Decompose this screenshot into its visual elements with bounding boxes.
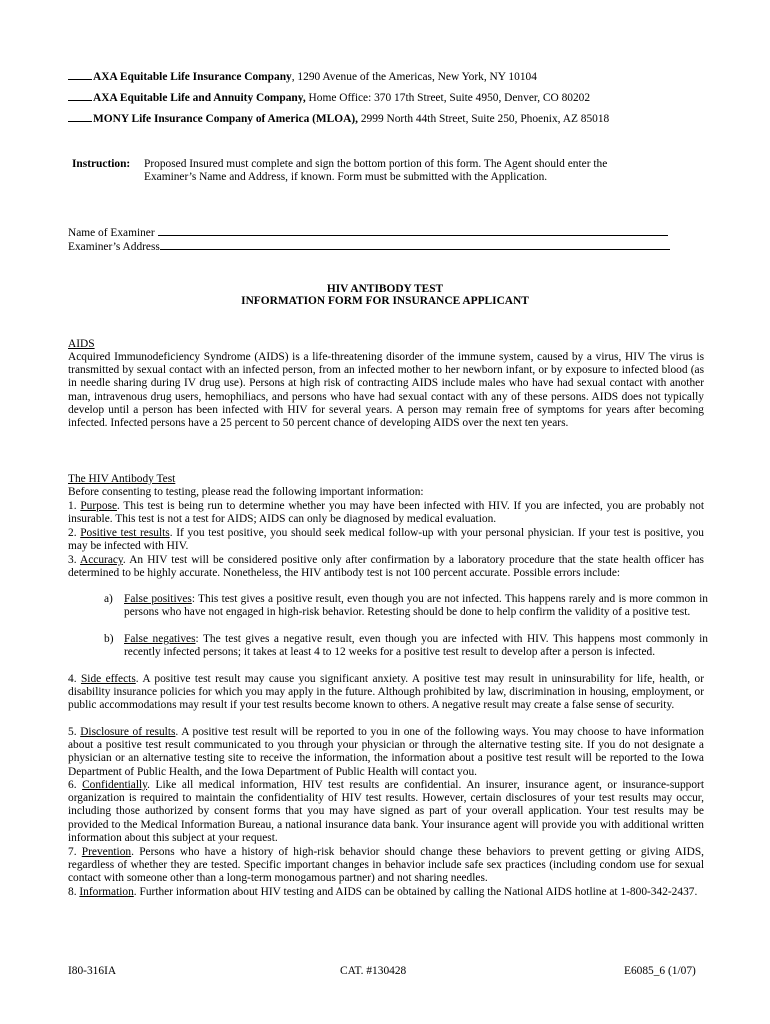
error-term: False positives <box>124 593 192 605</box>
instruction-line-1: Proposed Insured must complete and sign the bottom portion of this form. The Agent should enter the <box>144 158 608 170</box>
instruction-label: Instruction: <box>72 158 131 170</box>
instruction-block <box>72 158 692 184</box>
company-address: , 1290 Avenue of the Americas, New York, NY 10104 <box>291 71 537 83</box>
item-disclosure: 5. Disclosure of results. A positive test result will be reported to you in one of the following ways. You may choose to have information about a positive test result communicated to you through your physician or through the alternative testing site. If you do not designate a physician or an alternative testing site to receive the information, the information about a positive test result will be reported to the Iowa Department of Public Health, and the Iowa Department of Public Health will contact you. <box>68 726 704 778</box>
company-checkbox-line[interactable] <box>68 90 92 101</box>
company-line-axa-equitable-annuity <box>68 90 590 105</box>
footer-catalog-number: CAT. #130428 <box>340 965 407 977</box>
error-false-positives: a) False positives: This test gives a positive result, even though you are not infected. This happens rarely and is more common in persons who have not engaged in high-risk behavior. Retesting should be done to help confirm the validity of a positive test. <box>104 593 708 619</box>
item-purpose: 1. Purpose. This test is being run to determine whether you may have been infected with HIV. If you are infected, you are probably not insurable. This test is not a test for AIDS; AIDS can only be diagnosed by medical evaluation. <box>68 500 704 526</box>
item-term: Positive test results <box>80 527 170 539</box>
aids-paragraph: Acquired Immunodeficiency Syndrome (AIDS) is a life-threatening disorder of the immune system, caused by a virus, HIV The virus is transmitted by sexual contact with an infected person, from an infected mother to her newborn infant, or by exposure to infected blood (as in needle sharing during IV drug use). Persons at high risk of contracting AIDS include males who have had sexual contact with another man, intravenous drug users, hemophiliacs, and persons who have had sexual contact with any of these persons. AIDS does not typically develop until a person has been infected with HIV for several years. A person may remain free of symptoms for years after becoming infected. Infected persons have a 25 percent to 50 percent chance of developing AIDS over the next ten years. <box>68 351 704 430</box>
item-side-effects: 4. Side effects. A positive test result may cause you significant anxiety. A positive test may result in uninsurability for life, health, or disability insurance policies for which you may apply in the future. Although prohibited by law, discrimination in housing, employment, or public accommodations may result if your test results become known to others. A negative result may create a false sense of security. <box>68 673 704 712</box>
examiner-address-row <box>68 239 670 254</box>
item-term: Accuracy <box>80 554 123 566</box>
footer-edition: E6085_6 (1/07) <box>624 965 696 977</box>
footer-form-number: I80-316IA <box>68 965 117 977</box>
error-false-negatives: b) False negatives: The test gives a negative result, even though you are infected with HIV. This happens most commonly in recently infected persons; it takes at least 4 to 12 weeks for a positive test result to develop after a person is infected. <box>104 633 708 659</box>
aids-heading: AIDS <box>68 338 95 350</box>
company-address: 2999 North 44th Street, Suite 250, Phoenix, AZ 85018 <box>358 113 610 125</box>
error-marker: a) <box>104 593 113 605</box>
examiner-address-label: Examiner’s Address <box>68 241 160 253</box>
hiv-test-intro: Before consenting to testing, please read the following important information: <box>68 486 424 498</box>
company-line-mony <box>68 111 609 126</box>
item-term: Purpose <box>80 500 118 512</box>
item-prevention: 7. Prevention. Persons who have a history of high-risk behavior should change these behaviors to prevent getting or giving AIDS, regardless of whether they are tested. Specific important changes in behavior include safe sex practices (including condom use for sexual contact with someone other than a long-term monogamous partner) and not sharing needles. <box>68 846 704 885</box>
company-name: AXA Equitable Life and Annuity Company, <box>93 92 306 104</box>
company-line-axa-equitable-life <box>68 69 537 84</box>
company-checkbox-line[interactable] <box>68 69 92 80</box>
item-term: Confidentially <box>82 779 148 791</box>
item-positive-results: 2. Positive test results. If you test positive, you should seek medical follow-up with your personal physician. If your test is positive, you may be infected with HIV. <box>68 527 704 553</box>
item-term: Prevention <box>81 846 132 858</box>
item-term: Disclosure of results <box>80 726 176 738</box>
examiner-address-field[interactable] <box>160 239 670 250</box>
company-name: AXA Equitable Life Insurance Company <box>93 71 292 83</box>
examiner-name-row <box>68 225 668 240</box>
item-term: Information <box>79 886 134 898</box>
item-accuracy: 3. Accuracy. An HIV test will be considered positive only after confirmation by a laboratory procedure that the state health officer has determined to be highly accurate. Nonetheless, the HIV antibody test is not 100 percent accurate. Possible errors include: <box>68 554 704 580</box>
item-term: Side effects <box>80 673 136 685</box>
item-information: 8. Information. Further information about HIV testing and AIDS can be obtained by calling the National AIDS hotline at 1-800-342-2437. <box>68 886 698 898</box>
company-checkbox-line[interactable] <box>68 111 92 122</box>
examiner-name-field[interactable] <box>158 225 668 236</box>
form-title: HIV ANTIBODY TEST <box>326 283 444 295</box>
item-confidentiality: 6. Confidentially. Like all medical information, HIV test results are confidential. An insurer, insurance agent, or insurance-support organization is required to maintain the confidentiality of HIV test results. However, certain disclosures of your test results may occur, including those authorized by consent forms that you may have signed as part of your overall application. Your test results may be provided to the Medical Information Bureau, a national insurance data bank. Your insurance agent will provide you with additional written information about this subject at your request. <box>68 779 704 844</box>
error-term: False negatives <box>124 633 196 645</box>
hiv-test-heading: The HIV Antibody Test <box>68 473 176 485</box>
examiner-name-label: Name of Examiner <box>68 227 155 239</box>
instruction-line-2: Examiner’s Name and Address, if known. Form must be submitted with the Application. <box>144 171 548 184</box>
company-name: MONY Life Insurance Company of America (MLOA), <box>93 113 359 125</box>
error-marker: b) <box>104 633 114 645</box>
company-address: Home Office: 370 17th Street, Suite 4950, Denver, CO 80202 <box>305 92 591 104</box>
form-subtitle: INFORMATION FORM FOR INSURANCE APPLICANT <box>241 295 529 307</box>
